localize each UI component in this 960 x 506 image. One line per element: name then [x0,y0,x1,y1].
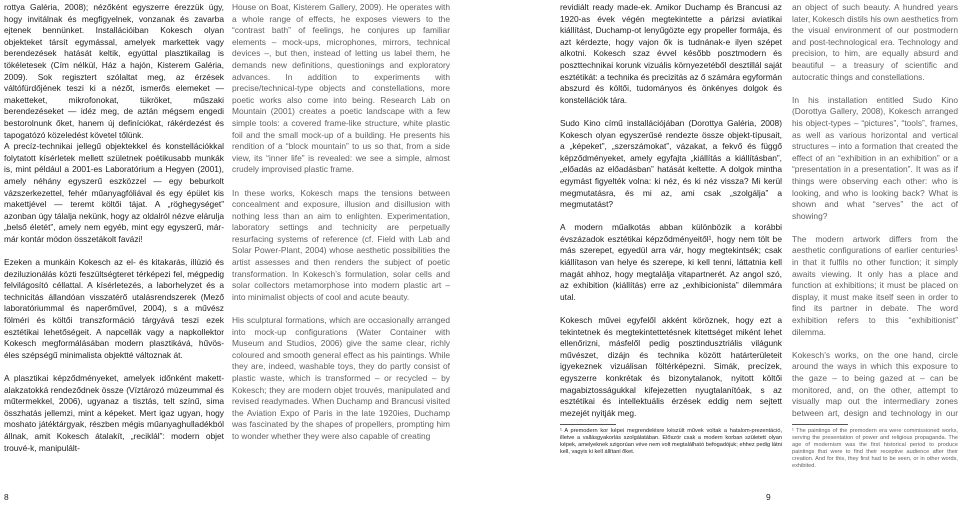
footnote-rule [560,424,616,425]
hu-paragraph: A plasztikai képződményeket, amelyek időnként makett-alakzatokká rendeződnek össze (Víztározó múzeummal és műtermekkel, 2006), ugyanaz a tisztás, telt színű, sima összhatás jellemzi, mint a képeket. Mert igaz ugyan, hogy moshato játéktárgyak, részben mégis műanyaghulladékból állnak, amit Kokesch átalakít, „reciklál”: modern objet trouvé-k, manipulált- [4,373,224,453]
en-paragraph: His sculptural formations, which are occasionally arranged into mock-up configurations (Water Container with Museum and Studios, 2006) give the same clear, richly coloured and smooth general effect as his paintings. While they are, indeed, washable toys, they do partly consist of plastic waste, which is transformed – or recycled – by Kokesch; they are modern objet trouvés, manipulated and revised readymades. When Duchamp and Brancusi visited the Aviation Expo of Paris in the late 1920ies, Duchamp was fascinated by the shapes of propellers, prompting him to wonder whether they were also capable of creating [232,315,450,441]
hu-paragraph: A precíz-technikai jellegű objektekkel és konstellációkkal folytatott kísérletek mellett születnek poétikusabb munkák is, mint például a 2001-es Laboratórium a Hegyen (2001), amely néhány egyszerű eszközzel — egy beburkolt vázszerkezettel, fehér műanyagfóliával és egy épület kis makettjével — teremt költői tájat. A „röghegységet” azonban úgy tálalja nekünk, hogy az oldalról nézve elárulja „belső életét”, amely nem egyéb, mint egy egyszerű, már-már kontár módon összetákolt favázi! [4,141,224,244]
en-paragraph: an object of such beauty. A hundred years later, Kokesch distils his own aesthetics from the visual environment of our postmodern and post-technological era. Technology and precision, to him, are equally absurd and beautiful – a treasury of scientific and autocratic things and constellations. [792,2,958,82]
en-paragraph: In these works, Kokesch maps the tensions between concealment and exposure, illusion and disillusion with nothing less than an aim to enlighten. Experimentation, laboratory settings and technicity are perpetually resurfacing systems of reference (cf. Field with Lab and Solar Power-Plant, 2004) whose aesthetic possibilities the artist assesses and then renders the subject of poetic transformation. In Kokesch’s formulation, solar cells and solar collectors metamorphose into modern plastic art – into minimalist objects of cool and acute beauty. [232,187,450,302]
english-column-right [792,2,958,420]
hu-paragraph: Kokesch művei egyfelől akként köröznek, hogy ezt a tekintetnek és megtekintettetésnek kitettséget miként lehet ellenőrizni, másfelől pedig posztindusztriális világunk művészet, dizájn és technika között határterületeit igyekeznek vizuálisan föltérképezni. Simák, precízek, egyszerre konkrétak és bizonytalanok, nyitott költői magabiztosságukkal kifejezetten nyugtalanítóak, s az esztétikai és intellektuális érzések eddig nem sejtett mezejét nyitják meg. [560,315,782,418]
hu-paragraph: Ezeken a munkáin Kokesch az el- és kitakarás, illúzió és deziluzionálás közti feszültségteret térképezi fel, mégpedig felvilágosító céllattal. A kísérletezés, a laborhelyzet és a technicitás állandóan visszatérő utalásrendszerek (Mező laboratóriummal és naperőművel, 2004), s a művész fölméri és költői transzformáció tárgyává teszi ezek esztétikai lehetőségeit. A napcellák vagy a napkollektor Kokesch megformálásában modern plasztikává, hűvös-éles szépségű minimalista objektté változnak át. [4,257,224,360]
page-number: 8 [4,492,9,502]
hungarian-column-left [4,2,224,490]
hu-paragraph: rottya Galéria, 2008); nézőként egyszerre érezzük úgy, hogy invitálnak és megfigyelnek, vonzanak és zavarba ejtenek bennünket. Installációiban Kokesch olyan objekteket társít egymással, amelyek markettek vagy berendezések hatását keltik, egyúttal plasztikailag is tökéletesek (Cím nélkül, Ház a hajón, Kisterem Galéria, 2009). Sok regisztert szólaltat meg, az érzések váltófürdőjének teszi ki a nézőt, ismerős elemeket — maketteket, mikrofonokat, tükröket, műszaki berendezéseket — idéz meg, de aztán mégsem engedi bestorolnunk őket, hanem új definíciókat, rákérdezést és tapogatózó közeledést követel tőlünk. [4,2,224,140]
hungarian-column-right [560,2,782,420]
en-paragraph: Kokesch’s works, on the one hand, circle around the ways in which this exposure to the gaze – to being gazed at – can be monitored, and, on the other, attempt to visually map out the intermediary zones between art, design and technology in our [792,349,958,418]
english-column-left [232,2,450,490]
hu-paragraph: revidiált ready made-ek. Amikor Duchamp és Brancusi az 1920-as évek végén megtekintette a párizsi aviatikai kiállítást, Duchamp-ot lenyűgözte egy propeller formája, és azt kérdezte, hogy vajon ők is tudnának-e ilyen szépet alkotni. Kokesch szaz évvel később posztmodern és poszttechnikai korunk vizuális környezetéből desztillál saját esztétikát: a technika és precizitás az ő számára egyformán abszurd és költői, tudományos és önkényes dolgok és konstellációk tára. [560,2,782,105]
page-number: 9 [766,492,771,502]
hu-footnote: ¹ A premodern kor képei megrendelésre készült művek voltak a hatalom-prezentáció, illetve a vallásgyakorlás szolgálatában. Először csak a modern korban született olyan képek, amelyeknek szigorúan véve nem volt megtalálható befogadójuk; ehhez pedig látni kell, vagyis ki kell állítani őket. [560,428,782,455]
en-paragraph: In his installation entitled Sudo Kino (Dorottya Gallery, 2008), Kokesch arranged his object-types – “pictures”, “tools”, frames, as well as various horizontal and vertical structures – into a formation that created the effect of an “exhibition in an exhibition” or a “presentation in a presentation”. It was as if things were observing each other: who is looking, and who is looking back? What is shown and what “serves” the act of showing? [792,94,958,221]
en-paragraph: House on Boat, Kisterem Gallery, 2009). He operates with a whole range of effects, he exposes viewers to the “contrast bath” of feelings, he conjures up familiar elements – mock-ups, microphones, mirrors, technical devices –, but then, instead of letting us label them, he demands new definitions, questionings and exploratory advances. In addition to experiments with precise/technical-type objects and constellations, more poetic works also come into being. Research Lab on Mountain (2001) creates a poetic landscape with a few simple tools: a covered frame-like structure, white plastic foil and the small mock-up of a building. He presents his rendition of a “block mountain” to us so that, from a side view, its “inner life” is revealed: we see a simple, almost crudely improvised plastic frame. [232,2,450,175]
en-paragraph: The modern artwork differs from the aesthetic configurations of earlier centuries¹ in that it fulfils no other function; it simply awaits viewing. It only has a place and function at exhibitions; it must be placed on display, it must make itself seen in order to find its partner in debate. The word exhibition refers to this “exhibitionist” dilemma. [792,233,958,337]
right-page [480,0,960,506]
hu-paragraph: A modern műalkotás abban különbözik a korábbi évszázadok esztétikai képződményeitől¹, hogy nem tölt be más szerepet, egyedül arra vár, hogy megtekintsék; csak kiállítason van helye és szerepe, ki kell tenni, láttatnia kell magát ahhoz, hogy megtalálja vitapartnerét. Az angol szó, az exhibition (kiállítás) erre az „exhibicionista” dilemmára utal. [560,222,782,302]
footnote-rule [792,424,848,425]
hu-paragraph: Sudo Kino című installációjában (Dorottya Galéria, 2008) Kokesch olyan egyszerűsé rendezte össze objekt-típusait, a „képeket”, „szerszámokat”, vázakat, a fekvő és függő képződményeket, amely egyfajta „kiállítás a kiállításban”, „előadás az előadásban” hatását keltette. A dolgok mintha egymást figyelték volna: ki néz, és ki néz vissza? Mi kerül megmutatásra, és mi az, ami csak „szolgálja” a megmutatást? [560,117,782,210]
en-footnote: ¹ The paintings of the premodern era were commissioned works, serving the presentation of power and religious propaganda. The age of modernism was the first historical period to produce paintings that were to find their receptive audience after their creation. And for this, they first had to be seen, or in other words, exhibited. [792,428,958,469]
